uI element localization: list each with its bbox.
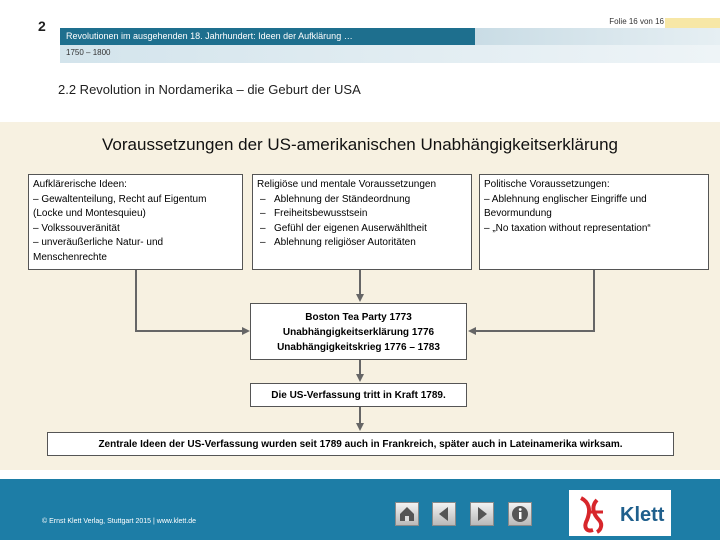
forward-icon — [471, 503, 493, 525]
info-button[interactable] — [508, 502, 532, 526]
slide-counter: Folie 16 von 16 — [609, 17, 664, 26]
box-enlightenment-line: – Volkssouveränität — [33, 222, 120, 234]
box-political-heading: Politische Voraussetzungen: — [484, 179, 610, 190]
header-title: Revolutionen im ausgehenden 18. Jahrhundert: Ideen der Aufklärung … — [66, 31, 353, 41]
event-line: Unabhängigkeitserklärung 1776 — [282, 327, 435, 338]
box-religious-mental — [252, 174, 472, 270]
event-line: Boston Tea Party 1773 — [305, 312, 412, 323]
box-political — [479, 174, 709, 270]
box-religion-item: – Ablehnung der Ständeordnung — [257, 193, 467, 208]
box-enlightenment-line: – Gewaltenteilung, Recht auf Eigentum (Locke und Montesquieu) — [33, 193, 207, 219]
chapter-number: 2 — [38, 18, 46, 34]
box-enlightenment-ideas — [28, 174, 243, 270]
box-religion-heading: Religiöse und mentale Voraussetzungen — [257, 179, 437, 190]
copyright: © Ernst Klett Verlag, Stuttgart 2015 | www.klett.de — [42, 518, 197, 525]
box-political-line: – Ablehnung englischer Eingriffe und Bevormundung — [484, 193, 647, 219]
back-button[interactable] — [432, 502, 456, 526]
box-religion-item: – Ablehnung religiöser Autoritäten — [257, 236, 467, 251]
arrow-left — [136, 270, 248, 331]
info-icon — [509, 503, 531, 525]
box-enlightenment-line: – unveräußerliche Natur- und Menschenrechte — [33, 237, 164, 263]
home-icon — [396, 503, 418, 525]
box-constitution: Die US-Verfassung tritt in Kraft 1789. — [250, 383, 467, 407]
box-spread: Zentrale Ideen der US-Verfassung wurden seit 1789 auch in Frankreich, später auch in Lateinamerika wirksam. — [47, 432, 674, 456]
box-political-line: – „No taxation without representation“ — [484, 222, 651, 234]
klett-logo-mark — [569, 490, 619, 536]
box-religion-item: – Gefühl der eigenen Auserwähltheit — [257, 222, 467, 237]
klett-logo-text: Klett — [620, 504, 665, 526]
forward-button[interactable] — [470, 502, 494, 526]
event-line: Unabhängigkeitskrieg 1776 – 1783 — [277, 342, 440, 353]
box-religion-item: – Freiheitsbewusstsein — [257, 207, 467, 222]
section-title: 2.2 Revolution in Nordamerika – die Geburt der USA — [58, 82, 361, 97]
home-button[interactable] — [395, 502, 419, 526]
box-enlightenment-heading: Aufklärerische Ideen: — [33, 179, 127, 190]
arrow-right — [470, 270, 594, 331]
panel-title: Voraussetzungen der US-amerikanischen Unabhängigkeitserklärung — [102, 135, 618, 154]
back-icon — [433, 503, 455, 525]
period-label: 1750 – 1800 — [66, 48, 111, 57]
box-events — [250, 303, 467, 360]
